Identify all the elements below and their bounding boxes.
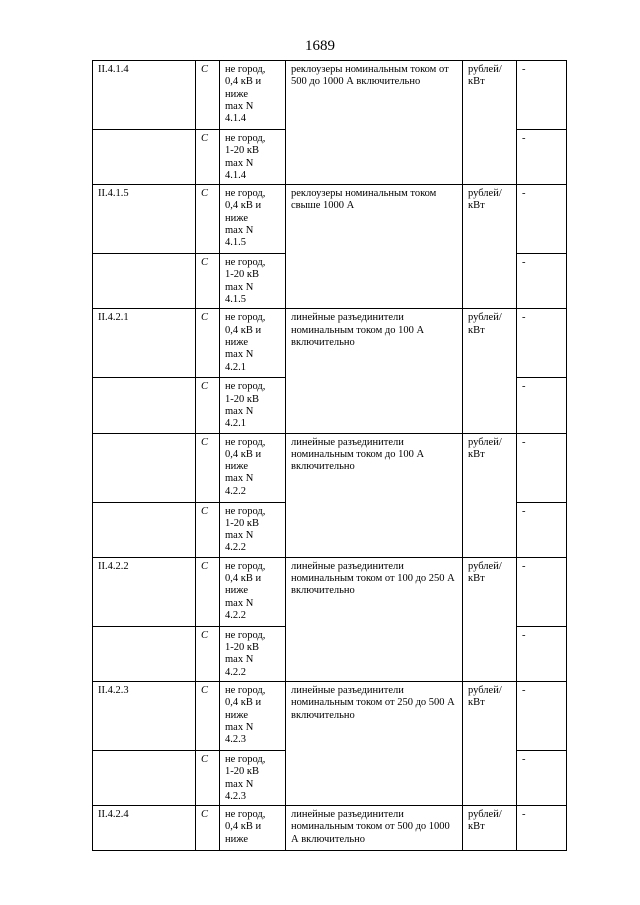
- condition-cell: [220, 309, 286, 378]
- category-symbol-cell: С: [196, 378, 220, 433]
- category-symbol-cell: С: [196, 61, 220, 130]
- condition-line: 4.2.1: [225, 361, 246, 373]
- category-symbol-cell: С: [196, 433, 220, 502]
- tariff-table-body: [93, 61, 567, 851]
- condition-line: 0,4 кВ и: [225, 573, 262, 585]
- condition-cell: [220, 433, 286, 502]
- condition-line: 0,4 кВ и: [225, 821, 262, 833]
- condition-line: 1-20 кВ: [225, 269, 259, 281]
- condition-line: max N: [225, 405, 254, 417]
- code-cell: [93, 502, 196, 557]
- code-cell: II.4.1.5: [93, 185, 196, 254]
- condition-line: не город,: [225, 629, 266, 641]
- condition-line: не город,: [225, 188, 266, 200]
- condition-line: не город,: [225, 257, 266, 269]
- condition-line: не город,: [225, 312, 266, 324]
- value-cell: -: [517, 61, 567, 130]
- code-cell: II.4.2.2: [93, 557, 196, 626]
- description-cell: реклоузеры номинальным током свыше 1000 А: [286, 185, 463, 309]
- code-cell: [93, 254, 196, 309]
- condition-line: max N: [225, 654, 254, 666]
- condition-line: 4.2.2: [225, 666, 246, 678]
- condition-line: ниже: [225, 88, 249, 100]
- value-cell: -: [517, 626, 567, 681]
- condition-line: не город,: [225, 560, 266, 572]
- category-symbol-cell: С: [196, 681, 220, 750]
- unit-cell: рублей/ кВт: [463, 185, 517, 309]
- code-cell: II.4.1.4: [93, 61, 196, 130]
- condition-line: 4.1.5: [225, 294, 246, 306]
- unit-cell: рублей/ кВт: [463, 61, 517, 185]
- condition-line: 4.1.4: [225, 113, 246, 125]
- table-row: [93, 309, 567, 378]
- category-symbol-cell: С: [196, 185, 220, 254]
- condition-line: не город,: [225, 64, 266, 75]
- value-cell: -: [517, 378, 567, 433]
- value-cell: -: [517, 433, 567, 502]
- condition-line: max N: [225, 157, 254, 169]
- code-cell: II.4.2.4: [93, 806, 196, 851]
- condition-line: не город,: [225, 381, 266, 393]
- condition-line: 0,4 кВ и: [225, 76, 262, 88]
- condition-line: 0,4 кВ и: [225, 324, 262, 336]
- code-cell: II.4.2.1: [93, 309, 196, 378]
- condition-line: 0,4 кВ и: [225, 448, 262, 460]
- value-cell: -: [517, 185, 567, 254]
- category-symbol-cell: С: [196, 806, 220, 851]
- code-cell: [93, 626, 196, 681]
- description-cell: линейные разъединители номинальным током от 500 до 1000 А включительно: [286, 806, 463, 851]
- condition-cell: [220, 185, 286, 254]
- condition-cell: [220, 557, 286, 626]
- condition-line: max N: [225, 225, 254, 237]
- condition-line: 1-20 кВ: [225, 517, 259, 529]
- condition-line: max N: [225, 281, 254, 293]
- condition-line: max N: [225, 597, 254, 609]
- description-cell: линейные разъединители номинальным током от 250 до 500 А включительно: [286, 681, 463, 805]
- unit-cell: рублей/ кВт: [463, 557, 517, 681]
- code-cell: [93, 750, 196, 805]
- value-cell: -: [517, 681, 567, 750]
- condition-line: 4.2.1: [225, 418, 246, 430]
- category-symbol-cell: С: [196, 309, 220, 378]
- table-row: [93, 557, 567, 626]
- condition-line: max N: [225, 721, 254, 733]
- condition-line: max N: [225, 100, 254, 112]
- condition-line: не город,: [225, 809, 266, 821]
- condition-cell: [220, 750, 286, 805]
- condition-line: не город,: [225, 684, 266, 696]
- condition-cell: [220, 130, 286, 185]
- condition-line: ниже: [225, 709, 249, 721]
- condition-line: 4.2.3: [225, 790, 246, 802]
- condition-cell: [220, 681, 286, 750]
- condition-cell: [220, 806, 286, 851]
- condition-line: 4.2.2: [225, 485, 246, 497]
- code-cell: [93, 433, 196, 502]
- condition-line: max N: [225, 349, 254, 361]
- table-row: [93, 681, 567, 750]
- condition-line: ниже: [225, 585, 249, 597]
- condition-line: max N: [225, 530, 254, 542]
- table-row: [93, 433, 567, 502]
- value-cell: -: [517, 502, 567, 557]
- condition-line: не город,: [225, 436, 266, 448]
- condition-cell: [220, 502, 286, 557]
- unit-cell: рублей/ кВт: [463, 433, 517, 557]
- description-cell: реклоузеры номинальным током от 500 до 1000 А включительно: [286, 61, 463, 185]
- value-cell: -: [517, 750, 567, 805]
- value-cell: -: [517, 557, 567, 626]
- value-cell: -: [517, 254, 567, 309]
- page-number: 1689: [305, 38, 335, 54]
- condition-line: 4.1.5: [225, 237, 246, 249]
- condition-cell: [220, 254, 286, 309]
- unit-cell: рублей/ кВт: [463, 681, 517, 805]
- condition-line: ниже: [225, 336, 249, 348]
- condition-line: 0,4 кВ и: [225, 697, 262, 709]
- condition-line: ниже: [225, 212, 249, 224]
- condition-line: 0,4 кВ и: [225, 200, 262, 212]
- value-cell: -: [517, 806, 567, 851]
- value-cell: -: [517, 309, 567, 378]
- condition-line: 4.2.2: [225, 609, 246, 621]
- category-symbol-cell: С: [196, 626, 220, 681]
- description-cell: линейные разъединители номинальным током до 100 А включительно: [286, 433, 463, 557]
- category-symbol-cell: С: [196, 254, 220, 309]
- code-cell: [93, 378, 196, 433]
- category-symbol-cell: С: [196, 557, 220, 626]
- condition-line: max N: [225, 778, 254, 790]
- condition-line: 4.2.2: [225, 542, 246, 554]
- condition-line: 4.1.4: [225, 169, 246, 181]
- table-row: [93, 806, 567, 851]
- tariff-table: [92, 60, 567, 851]
- condition-line: 1-20 кВ: [225, 393, 259, 405]
- condition-line: 1-20 кВ: [225, 642, 259, 654]
- condition-line: 4.2.3: [225, 734, 246, 746]
- condition-cell: [220, 626, 286, 681]
- table-row: [93, 185, 567, 254]
- description-cell: линейные разъединители номинальным током от 100 до 250 А включительно: [286, 557, 463, 681]
- condition-line: 1-20 кВ: [225, 145, 259, 157]
- condition-line: max N: [225, 473, 254, 485]
- code-cell: II.4.2.3: [93, 681, 196, 750]
- category-symbol-cell: С: [196, 130, 220, 185]
- category-symbol-cell: С: [196, 502, 220, 557]
- condition-cell: [220, 61, 286, 130]
- condition-cell: [220, 378, 286, 433]
- code-cell: [93, 130, 196, 185]
- condition-line: не город,: [225, 133, 266, 144]
- condition-line: 1-20 кВ: [225, 766, 259, 778]
- value-cell: -: [517, 130, 567, 185]
- table-row: [93, 61, 567, 130]
- condition-line: не город,: [225, 753, 266, 765]
- category-symbol-cell: С: [196, 750, 220, 805]
- description-cell: линейные разъединители номинальным током до 100 А включительно: [286, 309, 463, 433]
- condition-line: не город,: [225, 505, 266, 517]
- unit-cell: рублей/ кВт: [463, 806, 517, 851]
- condition-line: ниже: [225, 833, 249, 845]
- condition-line: ниже: [225, 461, 249, 473]
- unit-cell: рублей/ кВт: [463, 309, 517, 433]
